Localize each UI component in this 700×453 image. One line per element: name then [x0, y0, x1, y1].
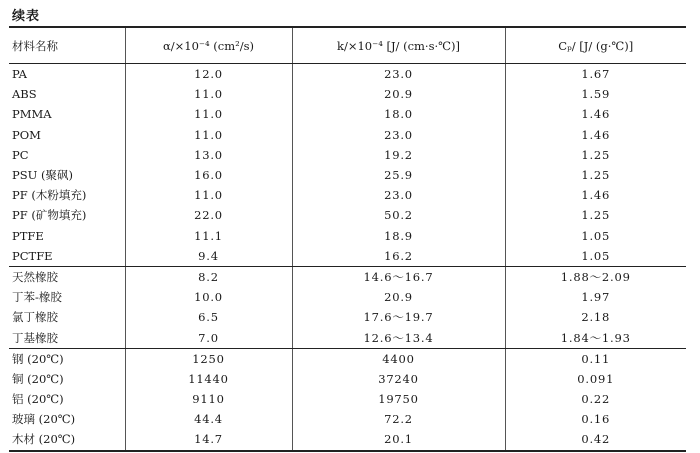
cell-specific-heat: 1.05 [505, 226, 686, 246]
cell-specific-heat: 1.46 [505, 125, 686, 145]
cell-specific-heat: 1.97 [505, 287, 686, 307]
cell-thermal-conductivity: 18.9 [292, 226, 505, 246]
cell-thermal-conductivity: 19.2 [292, 145, 505, 165]
table-body [9, 64, 686, 451]
table-row [9, 145, 686, 165]
cell-thermal-diffusivity: 11.0 [125, 84, 292, 104]
cell-thermal-diffusivity: 14.7 [125, 429, 292, 450]
table-row [9, 125, 686, 145]
cell-material-name: 天然橡胶 [12, 269, 58, 284]
cell-thermal-diffusivity: 11.0 [125, 185, 292, 205]
cell-thermal-diffusivity: 6.5 [125, 307, 292, 327]
cell-specific-heat: 1.59 [505, 84, 686, 104]
cell-material-name: PSU (聚砜) [12, 168, 73, 183]
cell-material-name: 氯丁橡胶 [12, 310, 58, 325]
cell-material-name: PF (木粉填充) [12, 188, 87, 203]
cell-specific-heat: 1.46 [505, 104, 686, 124]
table-row [9, 287, 686, 307]
cell-material-name: 木材 (20℃) [9, 429, 125, 450]
cell-material-name: ABS [12, 87, 37, 102]
table-row [9, 205, 686, 225]
table-header-row [9, 27, 686, 64]
cell-specific-heat: 2.18 [505, 307, 686, 327]
table-row [9, 307, 686, 327]
cell-thermal-diffusivity: 11.0 [125, 125, 292, 145]
table-row [9, 104, 686, 124]
cell-specific-heat: 0.16 [505, 409, 686, 429]
cell-thermal-conductivity: 20.9 [292, 287, 505, 307]
cell-specific-heat: 1.25 [505, 145, 686, 165]
table-row [9, 348, 686, 369]
header-specific-heat: Cₚ/ [J/ (g·℃)] [505, 27, 686, 64]
cell-thermal-conductivity: 23.0 [292, 125, 505, 145]
cell-thermal-conductivity: 72.2 [292, 409, 505, 429]
table-row [9, 64, 686, 85]
cell-material-name: 丁基橡胶 [9, 327, 125, 348]
material-properties-table [9, 26, 686, 452]
cell-specific-heat: 0.091 [505, 369, 686, 389]
cell-specific-heat: 1.84～1.93 [505, 327, 686, 348]
cell-thermal-diffusivity: 11.0 [125, 104, 292, 124]
cell-thermal-diffusivity: 1250 [125, 348, 292, 369]
cell-thermal-conductivity: 23.0 [292, 64, 505, 85]
cell-specific-heat: 0.22 [505, 389, 686, 409]
cell-thermal-diffusivity: 7.0 [125, 327, 292, 348]
cell-thermal-conductivity: 14.6～16.7 [292, 266, 505, 287]
cell-thermal-diffusivity: 9.4 [125, 246, 292, 267]
table-row [9, 369, 686, 389]
cell-thermal-conductivity: 4400 [292, 348, 505, 369]
cell-specific-heat: 1.88～2.09 [505, 266, 686, 287]
cell-thermal-diffusivity: 8.2 [125, 266, 292, 287]
cell-specific-heat: 0.42 [505, 429, 686, 450]
cell-material-name: 丁苯-橡胶 [12, 290, 62, 305]
cell-thermal-conductivity: 50.2 [292, 205, 505, 225]
cell-thermal-conductivity: 19750 [292, 389, 505, 409]
cell-thermal-diffusivity: 44.4 [125, 409, 292, 429]
cell-thermal-conductivity: 12.6～13.4 [292, 327, 505, 348]
header-material-name: 材料名称 [9, 27, 125, 64]
cell-material-name: PF (矿物填充) [12, 208, 87, 223]
table-row [9, 389, 686, 409]
cell-thermal-diffusivity: 11.1 [125, 226, 292, 246]
cell-thermal-diffusivity: 12.0 [125, 64, 292, 85]
cell-thermal-diffusivity: 13.0 [125, 145, 292, 165]
cell-specific-heat: 1.05 [505, 246, 686, 267]
cell-specific-heat: 1.25 [505, 205, 686, 225]
cell-material-name: PA [12, 67, 27, 82]
table-row [9, 84, 686, 104]
cell-material-name: 钢 (20℃) [12, 351, 64, 366]
cell-thermal-conductivity: 23.0 [292, 185, 505, 205]
table-row [9, 165, 686, 185]
cell-specific-heat: 1.25 [505, 165, 686, 185]
cell-thermal-conductivity: 16.2 [292, 246, 505, 267]
table-row [9, 429, 686, 450]
cell-thermal-diffusivity: 16.0 [125, 165, 292, 185]
table-row [9, 327, 686, 348]
cell-material-name: 玻璃 (20℃) [12, 412, 76, 427]
cell-specific-heat: 1.46 [505, 185, 686, 205]
header-thermal-diffusivity: α/×10⁻⁴ (cm²/s) [125, 27, 292, 64]
cell-material-name: PCTFE [9, 246, 125, 267]
header-thermal-conductivity: k/×10⁻⁴ [J/ (cm·s·℃)] [292, 27, 505, 64]
cell-thermal-diffusivity: 22.0 [125, 205, 292, 225]
table-row [9, 266, 686, 287]
cell-specific-heat: 0.11 [505, 348, 686, 369]
cell-specific-heat: 1.67 [505, 64, 686, 85]
cell-material-name: 铜 (20℃) [12, 371, 64, 386]
table-row [9, 409, 686, 429]
cell-thermal-diffusivity: 11440 [125, 369, 292, 389]
cell-material-name: PC [12, 147, 29, 162]
cell-thermal-conductivity: 17.6～19.7 [292, 307, 505, 327]
cell-thermal-diffusivity: 9110 [125, 389, 292, 409]
cell-material-name: POM [12, 127, 41, 142]
cell-material-name: PTFE [12, 228, 44, 243]
cell-thermal-diffusivity: 10.0 [125, 287, 292, 307]
cell-thermal-conductivity: 25.9 [292, 165, 505, 185]
cell-material-name: PMMA [12, 107, 52, 122]
cell-thermal-conductivity: 20.9 [292, 84, 505, 104]
table-row [9, 185, 686, 205]
table-caption: 续表 [12, 9, 41, 24]
cell-thermal-conductivity: 37240 [292, 369, 505, 389]
cell-thermal-conductivity: 18.0 [292, 104, 505, 124]
cell-thermal-conductivity: 20.1 [292, 429, 505, 450]
table-row [9, 246, 686, 267]
table-row [9, 226, 686, 246]
cell-material-name: 铝 (20℃) [12, 392, 64, 407]
